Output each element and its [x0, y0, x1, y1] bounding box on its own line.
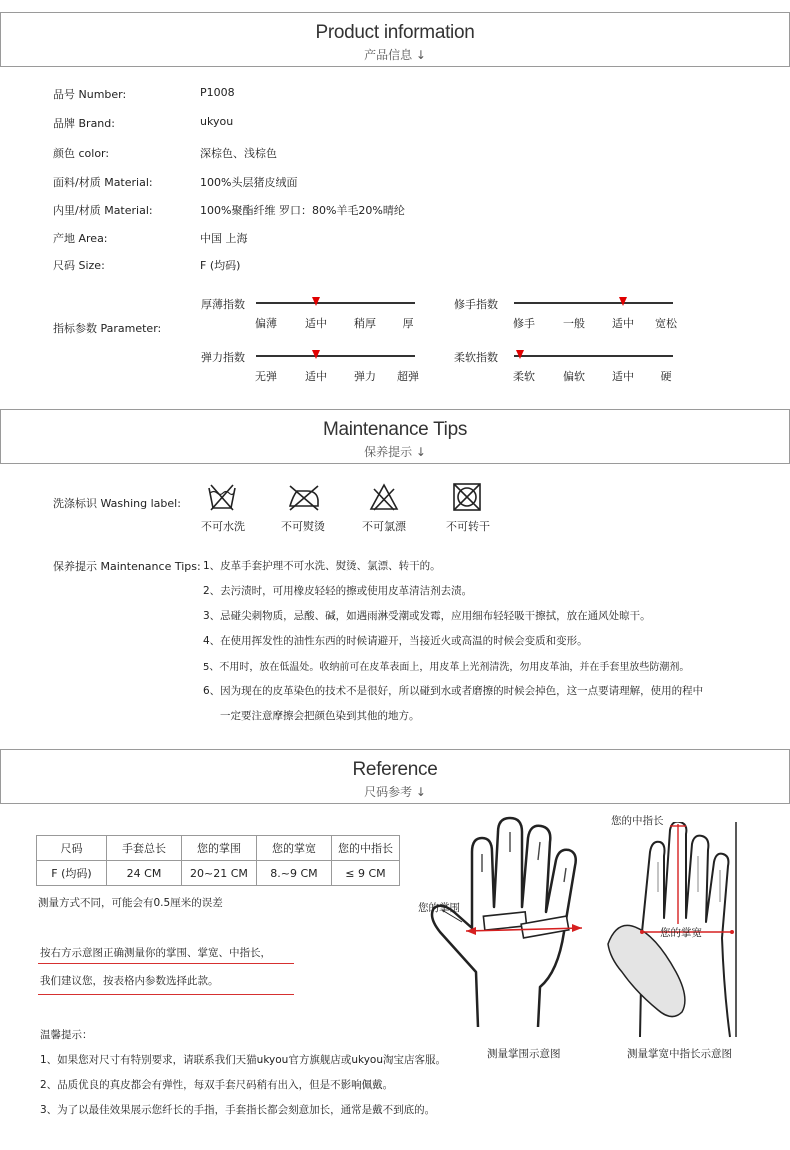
parameter-tick: 宽松: [655, 317, 677, 330]
info-label: 品号 Number:: [53, 88, 127, 101]
guide-line: 按右方示意图正确测量你的掌围、掌宽、中指长，: [40, 947, 271, 959]
tips-label: 保养提示 Maintenance Tips:: [53, 560, 201, 573]
tip-item: 一定要注意摩擦会把颜色染到其他的地方。: [220, 710, 420, 722]
info-value: P1008: [200, 86, 235, 99]
parameter-name: 厚薄指数: [201, 298, 245, 311]
table-cell: 24 CM: [107, 861, 182, 886]
palm-circumference-diagram: [418, 812, 598, 1032]
section-title-zh: 保养提示 ↓: [364, 445, 426, 459]
tip-item: 1、皮革手套护理不可水洗、熨烫、氯漂、转干的。: [203, 560, 441, 572]
parameter-track: [256, 302, 415, 304]
palm-width-label: 您的掌宽: [660, 927, 702, 939]
info-value: ukyou: [200, 115, 234, 128]
info-value: 中国 上海: [200, 232, 248, 245]
parameter-tick: 偏软: [563, 370, 585, 383]
diagram-caption: 测量掌宽中指长示意图: [627, 1048, 732, 1060]
parameter-label: 指标参数 Parameter:: [53, 322, 162, 335]
warm-tip: 1、如果您对尺寸有特别要求，请联系我们天猫ukyou官方旗舰店或ukyou淘宝店客服。: [40, 1054, 446, 1066]
tip-item: 4、在使用挥发性的油性东西的时候请避开，当接近火或高温的时候会变质和变形。: [203, 635, 588, 647]
table-header-cell: 您的掌宽: [257, 836, 332, 861]
parameter-tick: 适中: [612, 317, 634, 330]
info-label: 品牌 Brand:: [53, 117, 115, 130]
parameter-marker: [312, 350, 320, 359]
tip-item: 3、忌碰尖刺物质，忌酸、碱，如遇雨淋受潮或发霉，应用细布轻轻吸干擦拭，放在通风处晾干。: [203, 610, 651, 622]
no-iron-icon: [287, 482, 321, 512]
parameter-name: 弹力指数: [201, 351, 245, 364]
table-header-cell: 您的掌围: [182, 836, 257, 861]
parameter-tick: 适中: [305, 370, 327, 383]
parameter-tick: 稍厚: [354, 317, 376, 330]
parameter-name: 柔软指数: [454, 351, 498, 364]
parameter-tick: 适中: [305, 317, 327, 330]
info-value: F (均码): [200, 259, 241, 272]
warm-title: 温馨提示：: [40, 1029, 93, 1041]
parameter-tick: 适中: [612, 370, 634, 383]
diagram-caption: 测量掌围示意图: [487, 1048, 561, 1060]
section-header-reference: [0, 749, 790, 804]
size-table: [36, 835, 400, 886]
table-cell: 20~21 CM: [182, 861, 257, 886]
parameter-tick: 弹力: [354, 370, 376, 383]
parameter-tick: 厚: [402, 317, 414, 330]
tip-item: 2、去污渍时，可用橡皮轻轻的擦或使用皮革清洁剂去渍。: [203, 585, 473, 597]
info-label: 内里/材质 Material:: [53, 204, 153, 217]
parameter-tick: 偏薄: [255, 317, 277, 330]
palm-circumference-label: 您的掌围: [418, 902, 460, 914]
section-header-maintenance: [0, 409, 790, 464]
section-title-en: Product information: [315, 22, 475, 43]
warm-tip: 3、为了以最佳效果展示您纤长的手指，手套指长都会刻意加长，通常是戴不到底的。: [40, 1104, 436, 1116]
no-tumble-dry-icon: [452, 482, 482, 512]
red-underline: [38, 994, 294, 995]
table-row: [37, 861, 400, 886]
parameter-track: [514, 302, 673, 304]
info-value: 深棕色、浅棕色: [200, 147, 277, 160]
tip-item: 5、不用时，放在低温处。收纳前可在皮革表面上，用皮革上光剂清洗，勿用皮革油，并在手套里放些防潮剂。: [203, 662, 690, 673]
table-cell: ≤ 9 CM: [332, 861, 400, 886]
warm-tip: 2、品质优良的真皮都会有弹性，每双手套尺码稍有出入，但是不影响佩戴。: [40, 1079, 394, 1091]
info-value: 100%聚酯纤维 罗口：80%羊毛20%晴纶: [200, 204, 405, 217]
parameter-tick: 修手: [513, 317, 535, 330]
table-cell: 8.~9 CM: [257, 861, 332, 886]
parameter-tick: 一般: [563, 317, 585, 330]
section-title-zh: 产品信息 ↓: [364, 48, 426, 62]
wash-caption: 不可氯漂: [362, 520, 406, 533]
parameter-name: 修手指数: [454, 298, 498, 311]
parameter-tick: 柔软: [513, 370, 535, 383]
section-title-en: Maintenance Tips: [322, 419, 468, 440]
info-label: 产地 Area:: [53, 232, 108, 245]
section-title-en: Reference: [352, 759, 438, 780]
no-wash-icon: [207, 482, 237, 512]
table-header-cell: 手套总长: [107, 836, 182, 861]
table-header-cell: 尺码: [37, 836, 107, 861]
middle-finger-label: 您的中指长: [611, 815, 664, 827]
info-label: 颜色 color:: [53, 147, 110, 160]
measure-note: 测量方式不同，可能会有0.5厘米的误差: [38, 897, 223, 909]
parameter-tick: 无弹: [255, 370, 277, 383]
tip-item: 6、因为现在的皮革染色的技术不是很好，所以碰到水或者磨擦的时候会掉色，这一点要请理解，使用的程中: [203, 685, 704, 697]
wash-caption: 不可熨烫: [281, 520, 325, 533]
guide-line: 我们建议您，按表格内参数选择此款。: [40, 975, 219, 987]
info-value: 100%头层猪皮绒面: [200, 176, 298, 189]
section-header-product: [0, 12, 790, 67]
parameter-track: [256, 355, 415, 357]
parameter-tick: 硬: [660, 370, 672, 383]
info-label: 面料/材质 Material:: [53, 176, 153, 189]
washing-label: 洗涤标识 Washing label:: [53, 497, 181, 510]
table-cell: F (均码): [37, 861, 107, 886]
parameter-marker: [619, 297, 627, 306]
red-underline: [38, 963, 294, 964]
parameter-track: [514, 355, 673, 357]
section-title-zh: 尺码参考 ↓: [364, 785, 426, 799]
no-bleach-icon: [369, 482, 399, 512]
table-header-row: [37, 836, 400, 861]
parameter-marker: [312, 297, 320, 306]
wash-caption: 不可水洗: [201, 520, 245, 533]
table-header-cell: 您的中指长: [332, 836, 400, 861]
info-label: 尺码 Size:: [53, 259, 105, 272]
parameter-marker: [516, 350, 524, 359]
wash-caption: 不可转干: [446, 520, 490, 533]
parameter-tick: 超弹: [397, 370, 419, 383]
